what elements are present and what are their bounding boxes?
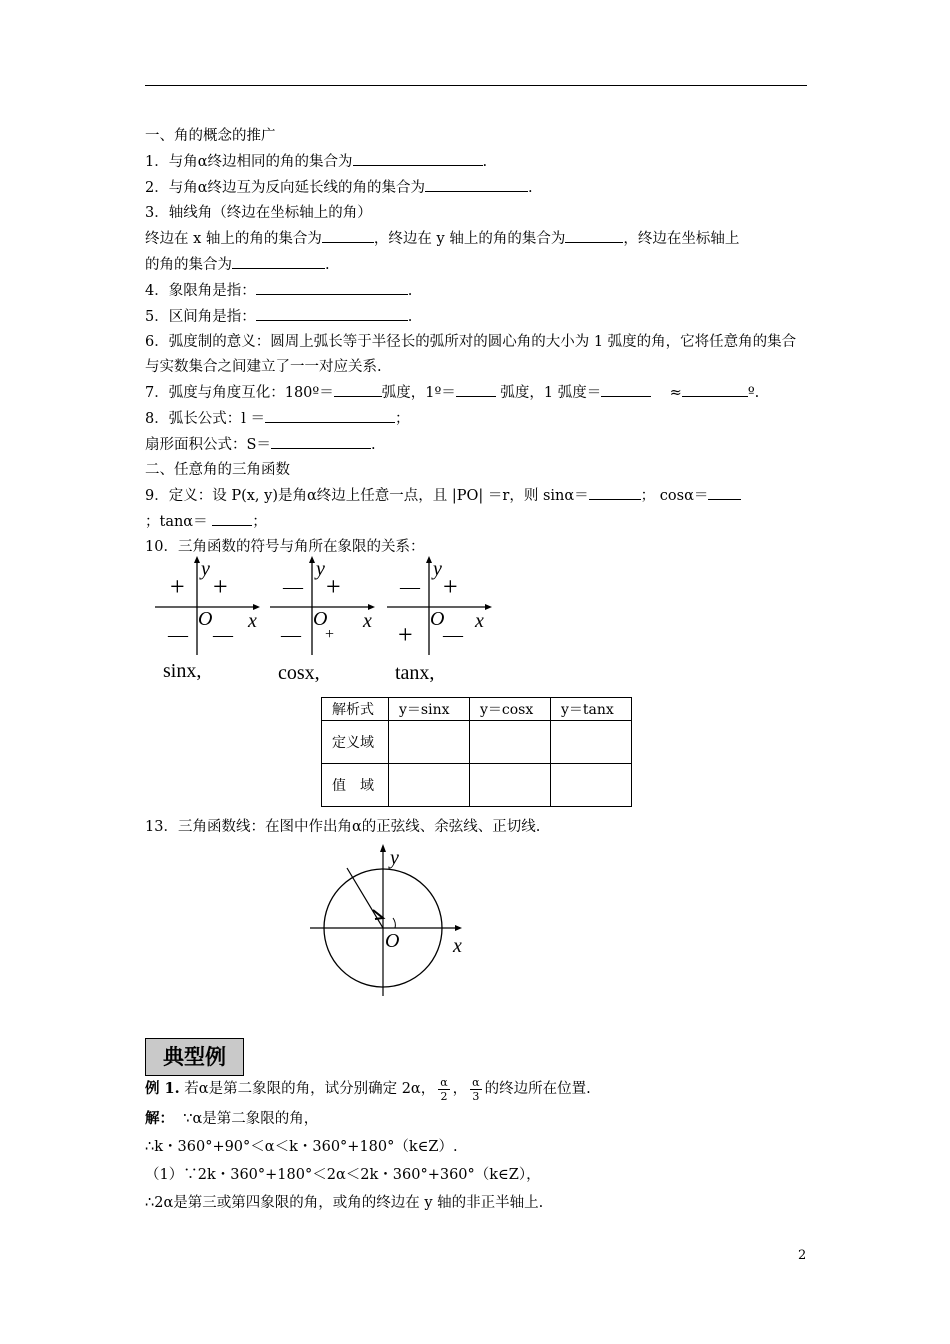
table-cell bbox=[389, 721, 470, 764]
solution-line-1: 解： ∵α是第二象限的角， bbox=[145, 1110, 319, 1127]
sin-y-label: y bbox=[201, 558, 210, 580]
item-9: 9．定义：设 P(x, y)是角α终边上任意一点，且 |PO| ＝r，则 sinα＝ ； cosα＝ bbox=[145, 483, 807, 509]
item-1: 1．与角α终边相同的角的集合为 . bbox=[145, 149, 807, 175]
blank-5 bbox=[256, 304, 408, 321]
cos-axes bbox=[270, 556, 375, 655]
circle-y-label: y bbox=[390, 847, 399, 869]
tan-axes bbox=[387, 556, 492, 655]
item-3: 3．轴线角（终边在坐标轴上的角） bbox=[145, 205, 372, 221]
cos-origin-label: O bbox=[313, 608, 328, 630]
blank-3c bbox=[232, 252, 325, 269]
typical-example-box: 典型例 bbox=[145, 1038, 244, 1076]
solution-line-4: ∴2α是第三或第四象限的角，或角的终边在 y 轴的非正半轴上. bbox=[145, 1195, 544, 1211]
item-8: 8．弧长公式：l ＝ ； bbox=[145, 406, 807, 432]
item-4: 4．象限角是指： . bbox=[145, 278, 807, 304]
header-rule bbox=[145, 85, 807, 86]
table-header-row bbox=[322, 698, 632, 721]
item-8-b: 扇形面积公式：S＝ . bbox=[145, 432, 807, 458]
item-2: 2．与角α终边互为反向延长线的角的集合为 . bbox=[145, 175, 807, 201]
solution-line-2: ∴k・360°+90°＜α＜k・360°+180°（k∈Z）. bbox=[145, 1139, 458, 1155]
unit-circle-figure bbox=[305, 840, 480, 1000]
example-1 bbox=[145, 1075, 807, 1217]
example-question: 例 1. 若α是第二象限的角，试分别确定 2α， $\frac{\alpha}{2}$ ， $\frac{\alpha}{3}$ 的终边所在位置. bbox=[145, 1075, 591, 1103]
blank-1 bbox=[353, 149, 483, 166]
worksheet-body bbox=[145, 124, 807, 560]
item-10: 10．三角函数的符号与角所在象限的关系： bbox=[145, 539, 425, 555]
blank-3a bbox=[322, 226, 374, 243]
tan-x-label: x bbox=[475, 610, 484, 632]
table-cell bbox=[389, 764, 470, 807]
fraction-alpha-over-2: $\frac{\alpha}{2}$ bbox=[440, 1075, 448, 1103]
item-3-b: 的角的集合为 . bbox=[145, 252, 807, 278]
table-header-cell: y＝tanx bbox=[551, 698, 632, 721]
blank-4 bbox=[256, 278, 408, 295]
sin-q1: + bbox=[213, 572, 228, 601]
fraction-alpha-over-3: $\frac{\alpha}{3}$ bbox=[472, 1075, 480, 1103]
section1-title: 一、角的概念的推广 bbox=[145, 128, 276, 144]
tan-caption: tanx, bbox=[395, 662, 435, 684]
item-13: 13．三角函数线：在图中作出角α的正弦线、余弦线、正切线. bbox=[145, 819, 541, 835]
section2-title: 二、任意角的三角函数 bbox=[145, 462, 290, 478]
item-9-b: ；tanα＝ ； bbox=[145, 509, 807, 535]
sin-x-label: x bbox=[248, 610, 257, 632]
sin-caption: sinx, bbox=[163, 660, 202, 682]
circle-x-label: x bbox=[453, 935, 462, 957]
tan-q3: + bbox=[398, 620, 413, 649]
sin-q2: + bbox=[170, 572, 185, 601]
cos-q1: + bbox=[326, 572, 341, 601]
sin-q4: — bbox=[213, 624, 233, 646]
sin-origin-label: O bbox=[198, 608, 213, 630]
table-cell bbox=[551, 721, 632, 764]
tan-q4: — bbox=[443, 624, 463, 646]
table-row bbox=[322, 764, 632, 807]
tan-q1: + bbox=[443, 572, 458, 601]
blank-3b bbox=[565, 226, 623, 243]
item-3-a: 终边在 x 轴上的角的集合为 ，终边在 y 轴上的角的集合为 ，终边在坐标轴上 bbox=[145, 226, 807, 252]
tan-q2: — bbox=[400, 576, 420, 598]
tan-y-label: y bbox=[433, 558, 442, 580]
trig-function-table bbox=[321, 697, 632, 807]
tan-origin-label: O bbox=[430, 608, 445, 630]
cos-q4: + bbox=[325, 626, 335, 643]
table-header-cell: 解析式 bbox=[322, 698, 389, 721]
cos-caption: cosx, bbox=[278, 662, 320, 684]
sin-axes bbox=[155, 556, 260, 655]
cos-x-label: x bbox=[363, 610, 372, 632]
item-5: 5．区间角是指： . bbox=[145, 304, 807, 330]
solution-line-3: （1）∵2k・360°+180°＜2α＜2k・360°+360°（k∈Z）， bbox=[145, 1167, 541, 1183]
table-cell bbox=[470, 721, 551, 764]
blank-2 bbox=[425, 175, 528, 192]
table-header-cell: y＝cosx bbox=[470, 698, 551, 721]
table-header-cell: y＝sinx bbox=[389, 698, 470, 721]
table-row-label: 值 域 bbox=[322, 764, 389, 807]
item-6: 6．弧度制的意义：圆周上弧长等于半径长的弧所对的圆心角的大小为 1 弧度的角，它将任意角的集合与实数集合之间建立了一一对应关系. bbox=[145, 334, 797, 375]
table-cell bbox=[551, 764, 632, 807]
table-row bbox=[322, 721, 632, 764]
table-cell bbox=[470, 764, 551, 807]
circle-origin-label: O bbox=[385, 930, 400, 952]
table-row-label: 定义域 bbox=[322, 721, 389, 764]
cos-q3: — bbox=[281, 624, 301, 646]
item-7: 7．弧度与角度互化：180º＝ 弧度，1º＝ 弧度，1 弧度＝ ≈ º. bbox=[145, 380, 807, 406]
cos-q2: — bbox=[283, 576, 303, 598]
page-number: 2 bbox=[798, 1248, 807, 1263]
sign-diagrams bbox=[150, 555, 495, 685]
cos-y-label: y bbox=[316, 558, 325, 580]
sin-q3: — bbox=[168, 624, 188, 646]
